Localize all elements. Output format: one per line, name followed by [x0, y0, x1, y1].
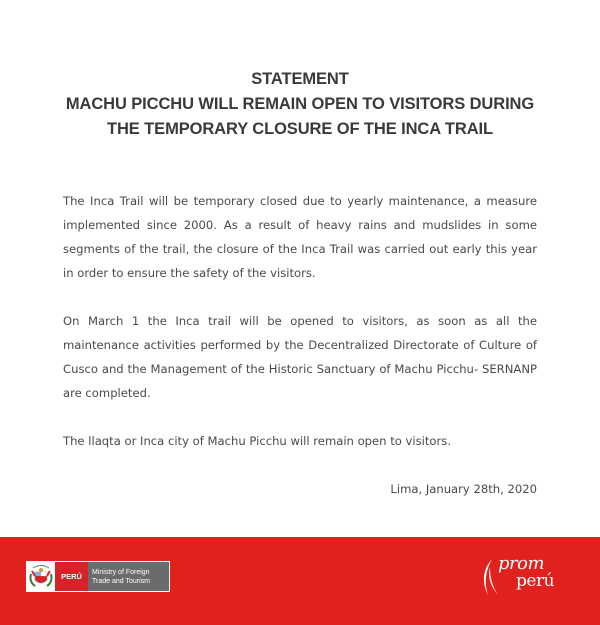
- statement-label: STATEMENT: [251, 70, 349, 88]
- statement-title-line1: MACHU PICCHU WILL REMAIN OPEN TO VISITORS DURING: [65, 95, 535, 113]
- ministry-name-line1: Ministry of Foreign: [92, 568, 150, 576]
- statement-header: [0, 67, 600, 142]
- coat-of-arms-icon: [27, 562, 55, 591]
- ministry-name-line2: Trade and Tourism: [92, 577, 150, 585]
- ministry-logo: [26, 561, 170, 592]
- ministry-name: [88, 562, 169, 591]
- paragraph-2: On March 1 the Inca trail will be opened to visitors, as soon as all the maintenance activities performed by the Decentralized Directorate of Culture of Cusco and the Management of the Historic Sanctuary of Machu Picchu- SERNANP are completed.: [63, 314, 537, 400]
- brand-word-peru: perú: [516, 571, 555, 591]
- paragraph-1: The Inca Trail will be temporary closed due to yearly maintenance, a measure implemented since 2000. As a result of heavy rains and mudslides in some segments of the trail, the closure of the Inca Trail was carried out early this year in order to ensure the safety of the visitors.: [63, 194, 537, 280]
- paragraph-3: The llaqta or Inca city of Machu Picchu will remain open to visitors.: [63, 434, 452, 448]
- footer-band: [0, 537, 600, 625]
- brand-word-prom: prom: [498, 553, 545, 574]
- peru-label: PERÚ: [55, 562, 88, 591]
- statement-title-line2: THE TEMPORARY CLOSURE OF THE INCA TRAIL: [107, 120, 493, 138]
- signature-date: Lima, January 28th, 2020: [390, 482, 537, 496]
- promperu-logo: [478, 555, 568, 599]
- statement-body: [63, 189, 537, 477]
